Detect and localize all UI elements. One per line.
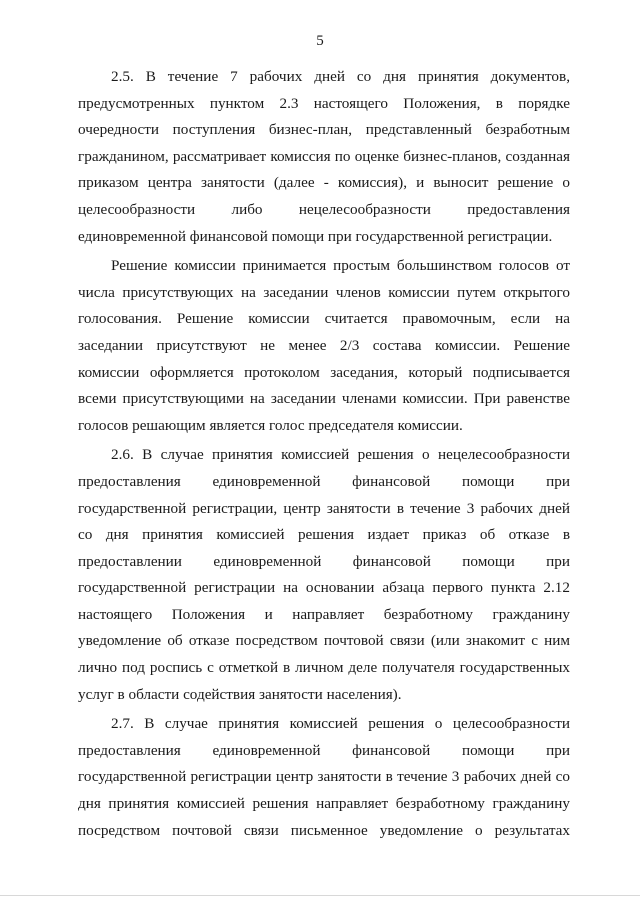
text-line: предоставления единовременной финансовой помощи при <box>78 472 570 490</box>
text-line: государственной регистрации центр занятости в течение 3 рабочих дней со <box>78 768 570 786</box>
text-line: государственной регистрации на основании абзаца первого пункта 2.12 <box>78 579 570 597</box>
text-line: голосования. Решение комиссии считается правомочным, если на <box>78 310 570 328</box>
text-line: дня принятия комиссией решения направляет безработному гражданину <box>78 795 570 813</box>
text-line: посредством почтовой связи письменное уведомление о результатах <box>78 821 570 839</box>
text-line: со дня принятия комиссией решения издает приказ об отказе в <box>78 526 570 544</box>
paragraph <box>78 253 570 439</box>
text-line: 2.6. В случае принятия комиссией решения о нецелесообразности <box>111 446 570 464</box>
text-line: предусмотренных пунктом 2.3 настоящего Положения, в порядке <box>78 94 570 112</box>
paragraph <box>78 711 570 844</box>
paragraph <box>78 64 570 250</box>
text-line: услуг в области содействия занятости населения). <box>78 685 402 703</box>
text-line: предоставления единовременной финансовой помощи при <box>78 741 570 759</box>
text-line: уведомление об отказе посредством почтовой связи (или знакомит с ним <box>78 632 570 650</box>
text-line: Решение комиссии принимается простым большинством голосов от <box>111 257 570 275</box>
page-number: 5 <box>316 33 324 49</box>
text-line: лично под роспись с отметкой в личном деле получателя государственных <box>78 659 570 677</box>
text-line: предоставлении единовременной финансовой помощи при <box>78 552 570 570</box>
text-line: гражданином, рассматривает комиссия по оценке бизнес-планов, созданная <box>78 147 570 165</box>
document-body <box>78 64 570 844</box>
text-line: настоящего Положения и направляет безработному гражданину <box>78 605 570 623</box>
text-line: государственной регистрации, центр занятости в течение 3 рабочих дней <box>78 499 570 517</box>
text-line: единовременной финансовой помощи при государственной регистрации. <box>78 227 553 245</box>
text-line: очередности поступления бизнес-план, представленный безработным <box>78 121 570 139</box>
text-line: комиссии оформляется протоколом заседания, который подписывается <box>78 363 570 381</box>
text-line: всеми присутствующими на заседании членами комиссии. При равенстве <box>78 390 570 408</box>
paragraph <box>78 442 570 708</box>
page-bottom-edge <box>0 895 640 896</box>
text-line: числа присутствующих на заседании членов комиссии путем открытого <box>78 283 570 301</box>
text-line: 2.7. В случае принятия комиссией решения о целесообразности <box>111 715 570 733</box>
text-line: заседании присутствуют не менее 2/3 состава комиссии. Решение <box>78 336 570 354</box>
text-line: целесообразности либо нецелесообразности предоставления <box>78 200 570 218</box>
text-line: 2.5. В течение 7 рабочих дней со дня принятия документов, <box>111 68 570 85</box>
text-line: голосов решающим является голос председателя комиссии. <box>78 416 463 434</box>
text-line: приказом центра занятости (далее - комиссия), и выносит решение о <box>78 174 570 192</box>
